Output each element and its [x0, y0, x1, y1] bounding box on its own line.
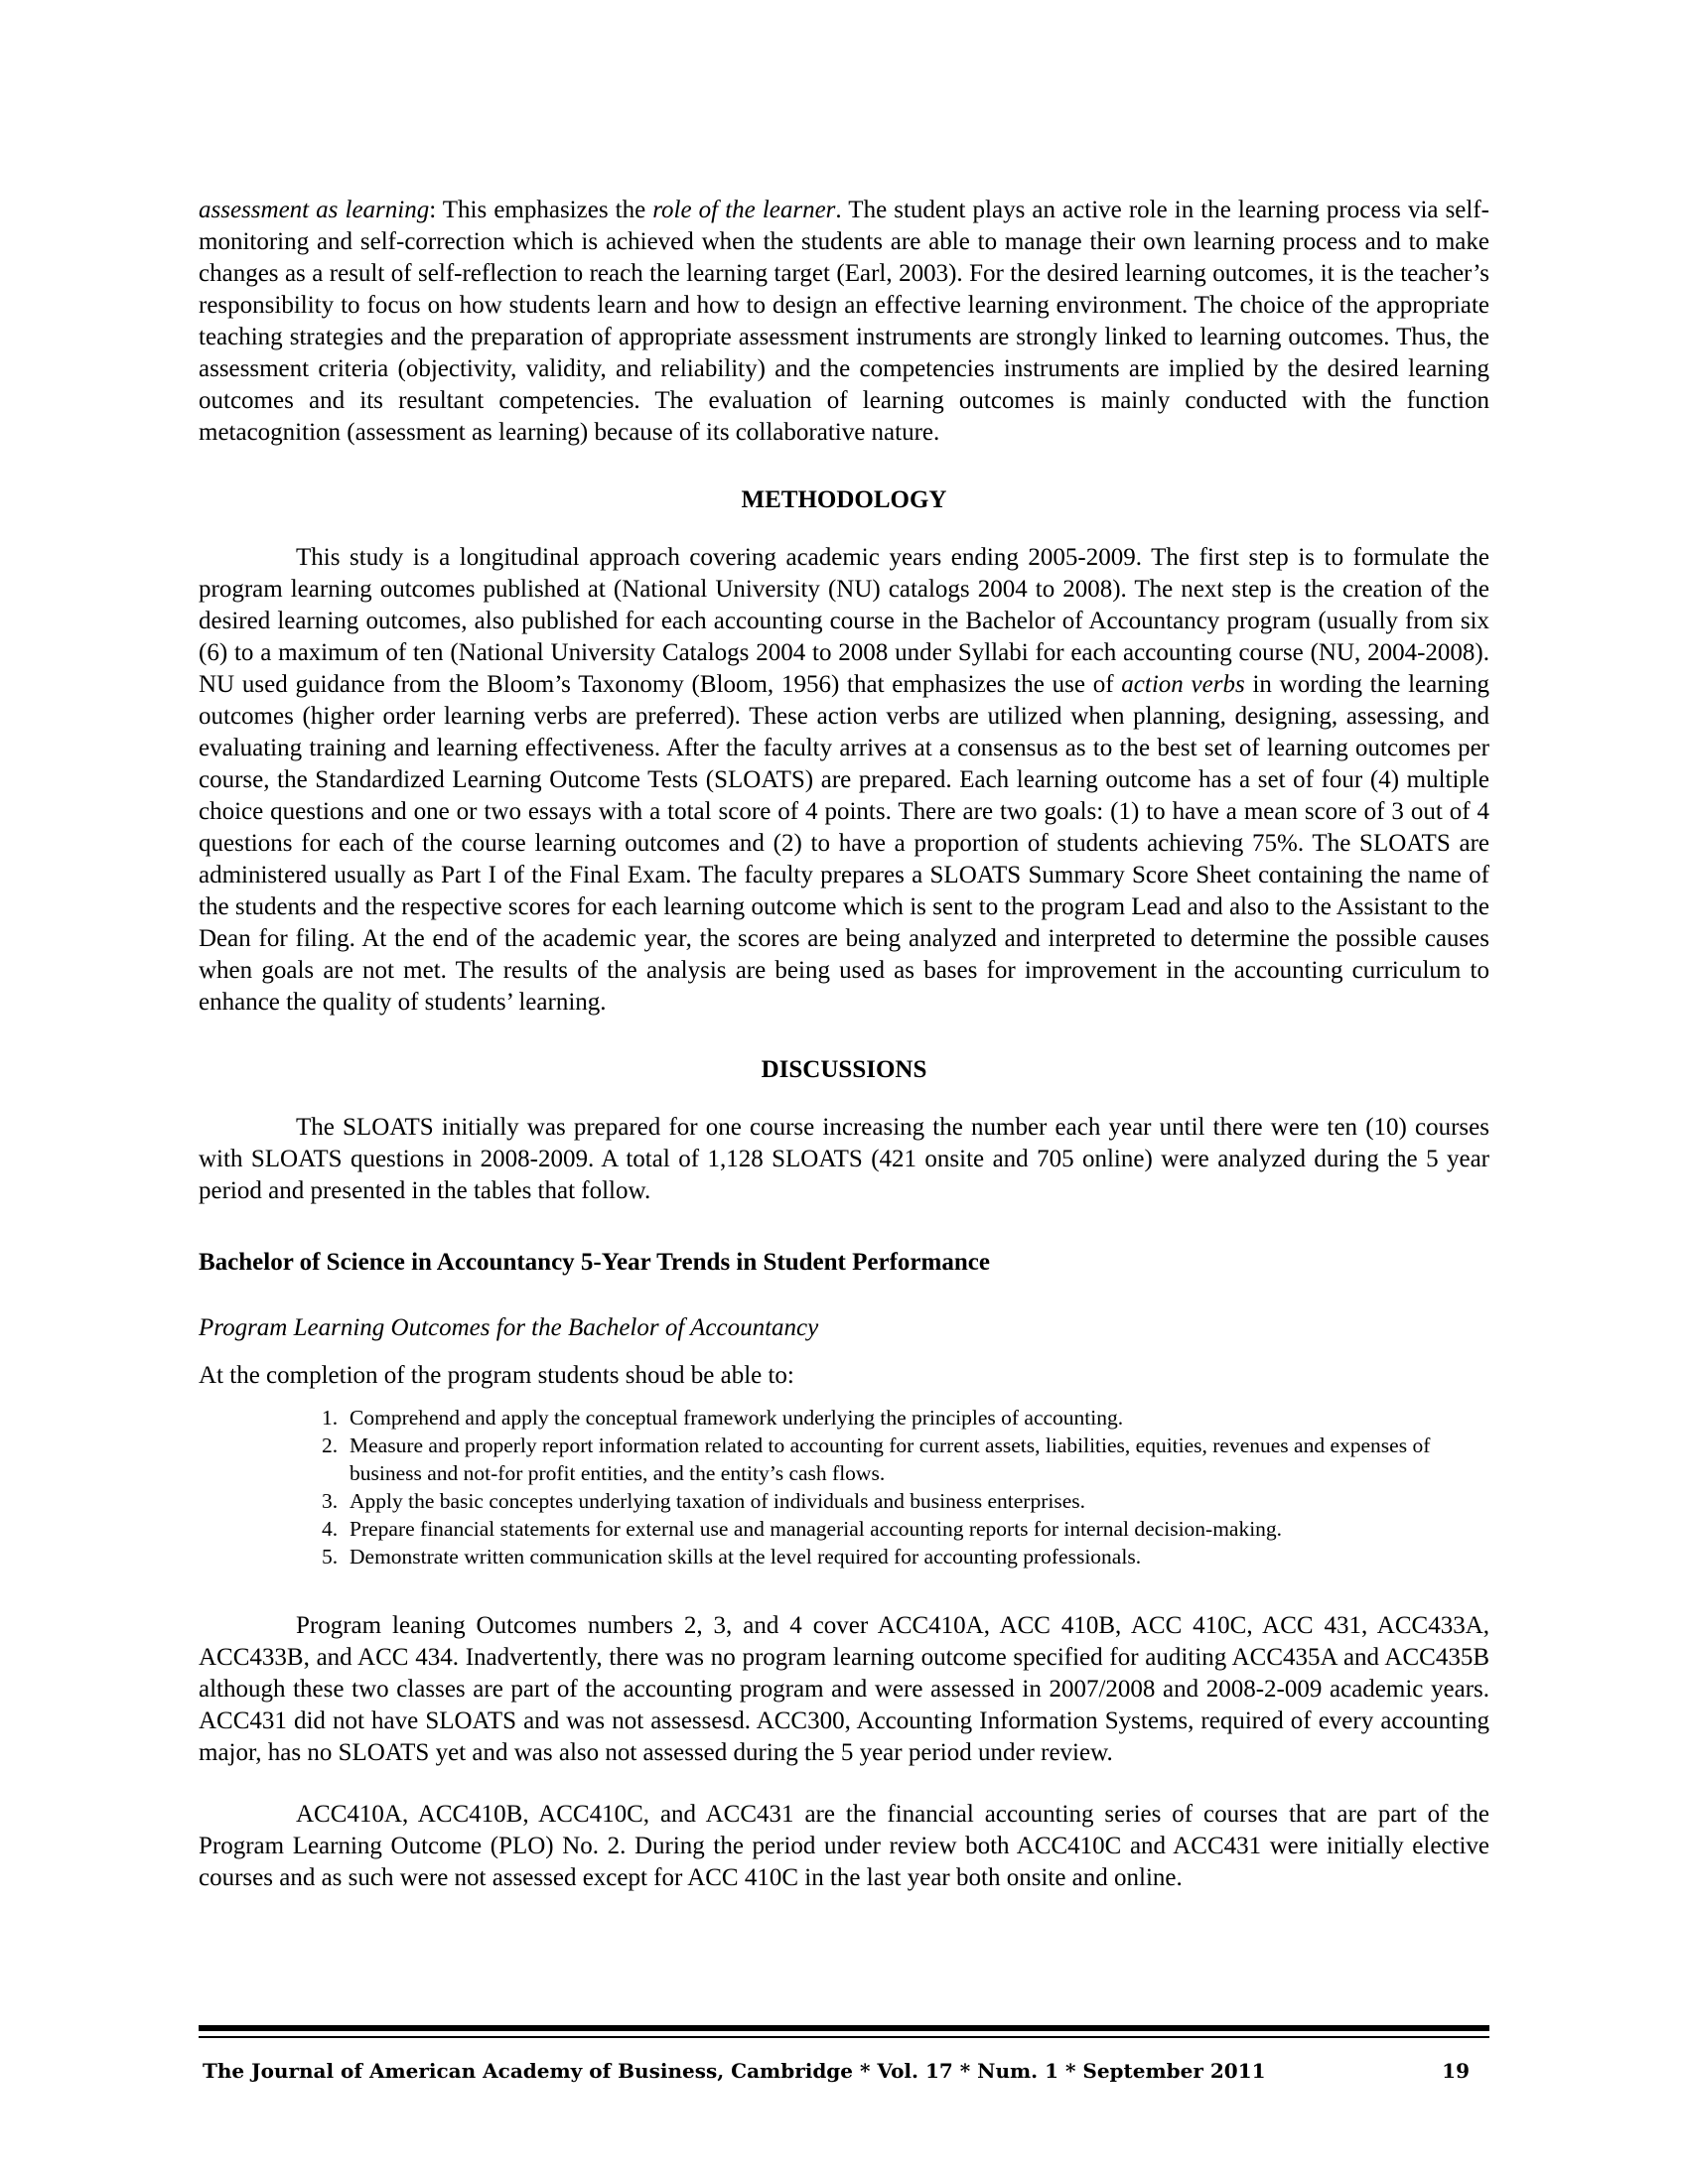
outcomes-subheading: Program Learning Outcomes for the Bachelor of Accountancy: [199, 1314, 819, 1341]
outcome-text: Measure and properly report information related to accounting for current assets, liabilities, equities, revenues and expenses of business and not-for profit entities, and the entity’s cash flows.: [350, 1433, 1431, 1485]
page-footer: [203, 2051, 1470, 2091]
plo-coverage-paragraph: Program leaning Outcomes numbers 2, 3, and 4 cover ACC410A, ACC 410B, ACC 410C, ACC 431, ACC433A, ACC433B, and ACC 434. Inadvertently, there was no program learning outcome specified for auditing ACC435A and ACC435B although these two classes are part of the accounting program and were assessed in 2007/2008 and 2008-2-009 academic years. ACC431 did not have SLOATS and was not assessesd. ACC300, Accounting Information Systems, required of every accounting major, has no SLOATS yet and was also not assessed during the 5 year period under review.: [199, 1612, 1489, 1766]
outcome-item: [322, 1432, 1474, 1487]
outcome-item: [322, 1543, 1474, 1570]
outcome-text: Prepare financial statements for external use and managerial accounting reports for internal decision-making.: [350, 1517, 1283, 1541]
outcome-number: 1.: [322, 1406, 339, 1430]
outcome-number: 5.: [322, 1545, 339, 1569]
outcome-text: Comprehend and apply the conceptual framework underlying the principles of accounting.: [350, 1406, 1124, 1430]
outcome-number: 2.: [322, 1433, 339, 1457]
outcome-text: Demonstrate written communication skills at the level required for accounting professionals.: [350, 1545, 1142, 1569]
intro-text-2: . The student plays an active role in the learning process via self-monitoring and self-correction which is achieved when the students are able to manage their own learning process and to make changes as a result of self-reflection to reach the learning target (Earl, 2003). For the desired learning outcomes, it is the teacher’s responsibility to focus on how students learn and how to design an effective learning environment. The choice of the appropriate teaching strategies and the preparation of appropriate assessment instruments are strongly linked to learning outcomes. Thus, the assessment criteria (objectivity, validity, and reliability) and the competencies instruments are implied by the desired learning outcomes and its resultant competencies. The evaluation of learning outcomes is mainly conducted with the function metacognition (assessment as learning) because of its collaborative nature.: [199, 197, 1489, 446]
outcome-item: [322, 1487, 1474, 1515]
footer-rule-thin: [199, 2036, 1489, 2038]
trends-heading: Bachelor of Science in Accountancy 5-Year Trends in Student Performance: [199, 1249, 990, 1276]
lead-term: assessment as learning: [199, 197, 430, 223]
methodology-heading: METHODOLOGY: [741, 486, 947, 513]
page-number: 19: [1442, 2059, 1470, 2083]
outcome-number: 4.: [322, 1517, 339, 1541]
intro-text-1: : This emphasizes the: [429, 197, 653, 223]
footer-rule-thick: [199, 2025, 1489, 2031]
outcome-item: [322, 1404, 1474, 1432]
discussions-paragraph: The SLOATS initially was prepared for one course increasing the number each year until there were ten (10) courses with SLOATS questions in 2008-2009. A total of 1,128 SLOATS (421 onsite and 705 online) were analyzed during the 5 year period and presented in the tables that follow.: [199, 1114, 1489, 1204]
methodology-text-2: in wording the learning outcomes (higher order learning verbs are preferred). These action verbs are utilized when planning, designing, assessing, and evaluating training and learning effectiveness. After the faculty arrives at a consensus as to the best set of learning outcomes per course, the Standardized Learning Outcome Tests (SLOATS) are prepared. Each learning outcome has a set of four (4) multiple choice questions and one or two essays with a total score of 4 points. There are two goals: (1) to have a mean score of 3 out of 4 questions for each of the course learning outcomes and (2) to have a proportion of students achieving 75%. The SLOATS are administered usually as Part I of the Final Exam. The faculty prepares a SLOATS Summary Score Sheet containing the name of the students and the respective scores for each learning outcome which is sent to the program Lead and also to the Assistant to the Dean for filing. At the end of the academic year, the scores are being analyzed and interpreted to determine the possible causes when goals are not met. The results of the analysis are being used as bases for improvement in the accounting curriculum to enhance the quality of students’ learning.: [199, 671, 1489, 1016]
methodology-paragraph: [199, 542, 1489, 1019]
outcome-text: Apply the basic conceptes underlying taxation of individuals and business enterprises.: [350, 1489, 1085, 1513]
outcome-number: 3.: [322, 1489, 339, 1513]
role-term: role of the learner: [652, 197, 836, 223]
outcomes-intro: At the completion of the program students shoud be able to:: [199, 1362, 794, 1389]
action-verbs-term: action verbs: [1121, 671, 1245, 698]
program-outcomes-list: [322, 1404, 1474, 1570]
page-body: [199, 195, 1489, 1894]
discussions-heading: DISCUSSIONS: [761, 1056, 927, 1083]
outcome-item: [322, 1515, 1474, 1543]
financial-series-paragraph: ACC410A, ACC410B, ACC410C, and ACC431 are the financial accounting series of courses that are part of the Program Learning Outcome (PLO) No. 2. During the period under review both ACC410C and ACC431 were initially elective courses and as such were not assessed except for ACC 410C in the last year both onsite and online.: [199, 1801, 1489, 1891]
journal-citation: The Journal of American Academy of Business, Cambridge * Vol. 17 * Num. 1 * September 2011: [203, 2059, 1266, 2083]
methodology-text-1: This study is a longitudinal approach covering academic years ending 2005-2009. The first step is to formulate the program learning outcomes published at (National University (NU) catalogs 2004 to 2008). The next step is the creation of the desired learning outcomes, also published for each accounting course in the Bachelor of Accountancy program (usually from six (6) to a maximum of ten (National University Catalogs 2004 to 2008 under Syllabi for each accounting course (NU, 2004-2008). NU used guidance from the Bloom’s Taxonomy (Bloom, 1956) that emphasizes the use of: [199, 544, 1489, 698]
intro-paragraph: [199, 195, 1489, 449]
